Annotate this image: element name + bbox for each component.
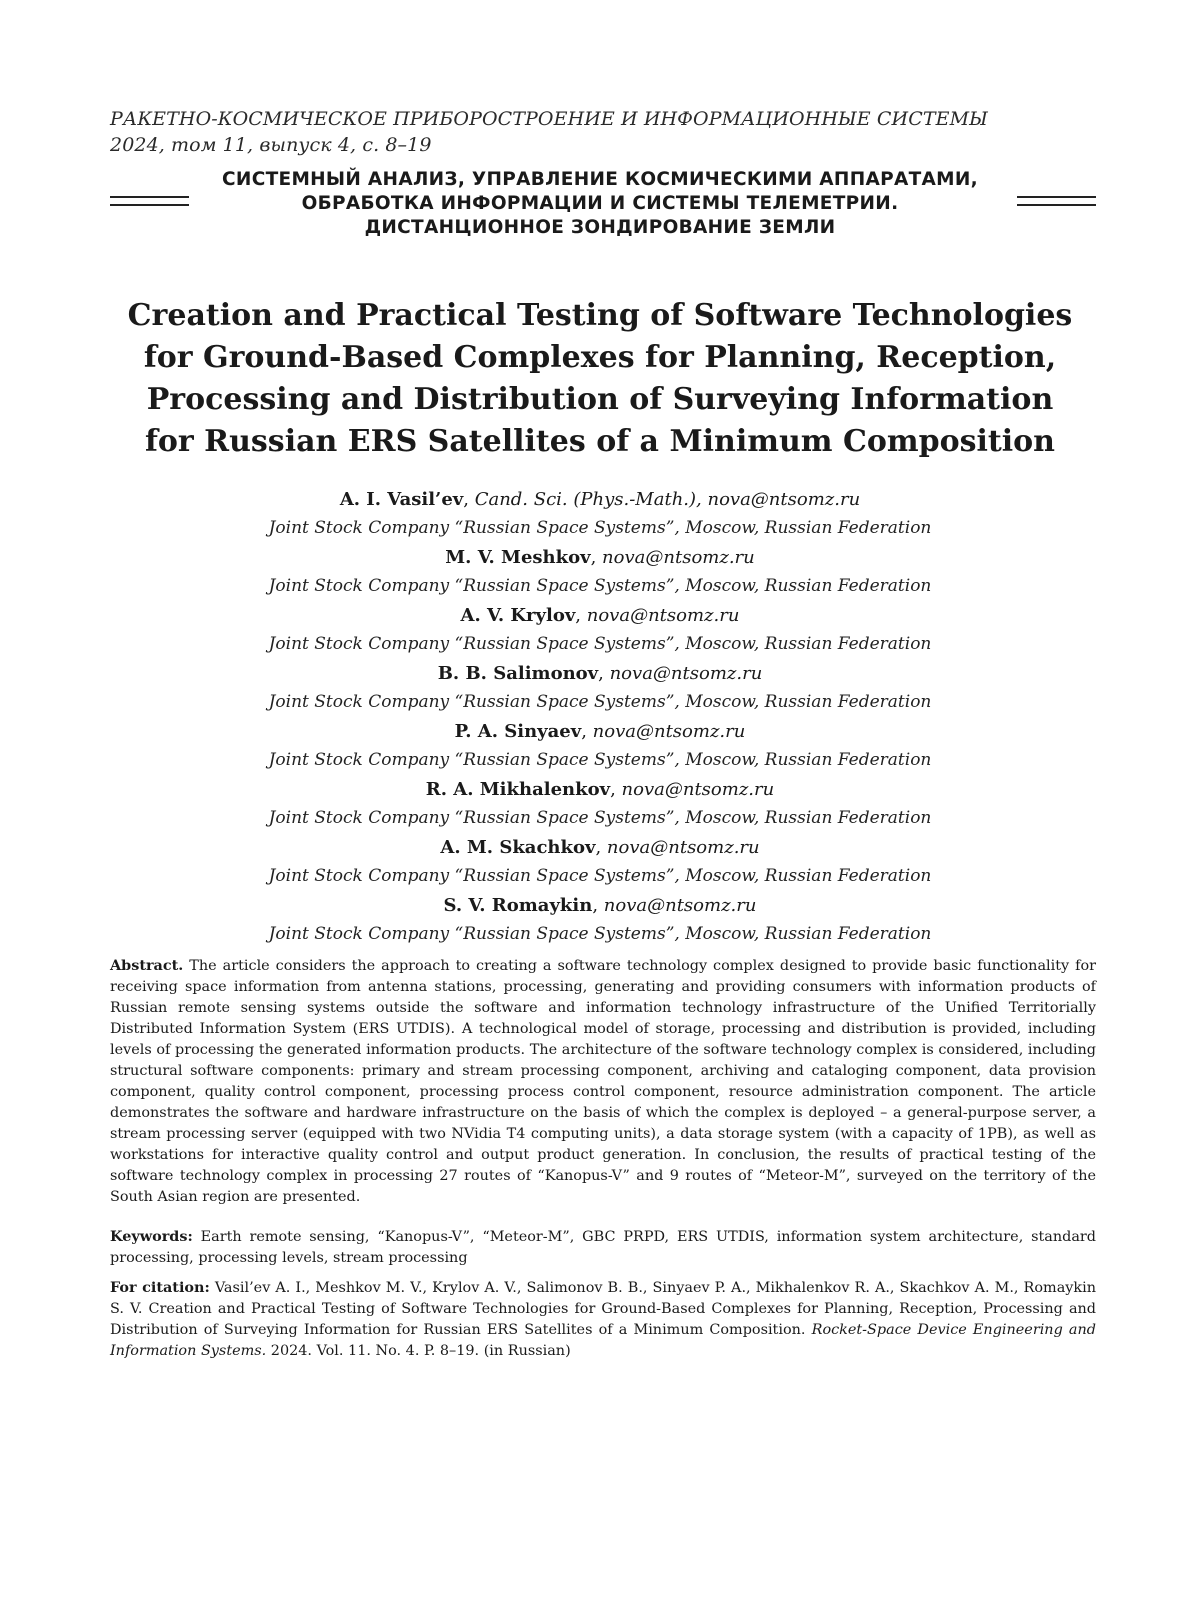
author-affiliation: Joint Stock Company “Russian Space Systems”, Moscow, Russian Federation: [268, 750, 932, 770]
author-separator: ,: [592, 895, 604, 916]
author-separator: ,: [575, 605, 587, 626]
author-name: A. I. Vasil’ev: [339, 489, 464, 510]
citation-tail: 2024. Vol. 11. No. 4. P. 8–19. (in Russian): [270, 1343, 571, 1359]
author-separator: ,: [595, 837, 607, 858]
section-title-line: ДИСТАНЦИОННОЕ ЗОНДИРОВАНИЕ ЗЕМЛИ: [364, 217, 836, 238]
author-separator: ,: [590, 547, 603, 568]
article-title-line: Processing and Distribution of Surveying Information: [146, 382, 1054, 417]
author-name: B. B. Salimonov: [437, 663, 599, 684]
citation-journal: Rocket-Space Device Engineering and Information Systems.: [110, 1322, 1096, 1359]
keywords-label: Keywords:: [110, 1228, 193, 1245]
author-name: M. V. Meshkov: [445, 547, 591, 568]
keywords-text: Earth remote sensing, “Kanopus-V”, “Meteor-M”, GBC PRPD, ERS UTDIS, information system architecture, standard processing, processing levels, stream processing: [110, 1229, 1097, 1266]
author-entry: [100, 833, 1100, 891]
author-email[interactable]: nova@ntsomz.ru: [603, 895, 757, 916]
author-separator: ,: [581, 721, 593, 742]
author-email[interactable]: nova@ntsomz.ru: [609, 663, 763, 684]
author-entry: [100, 659, 1100, 717]
author-name: A. V. Krylov: [460, 605, 576, 626]
abstract-paragraph: [110, 955, 1096, 1208]
article-title-line: for Russian ERS Satellites of a Minimum Composition: [145, 424, 1055, 459]
author-entry: [100, 601, 1100, 659]
author-email[interactable]: nova@ntsomz.ru: [592, 721, 746, 742]
author-affiliation: Joint Stock Company “Russian Space Systems”, Moscow, Russian Federation: [268, 808, 932, 828]
author-affiliation: Joint Stock Company “Russian Space Systems”, Moscow, Russian Federation: [268, 692, 932, 712]
keywords-paragraph: [110, 1226, 1096, 1269]
author-email[interactable]: Cand. Sci. (Phys.-Math.), nova@ntsomz.ru: [474, 489, 861, 510]
author-affiliation: Joint Stock Company “Russian Space Systems”, Moscow, Russian Federation: [268, 518, 932, 538]
author-email[interactable]: nova@ntsomz.ru: [621, 779, 775, 800]
abstract-label: Abstract.: [110, 957, 184, 974]
author-name: A. M. Skachkov: [440, 837, 596, 858]
journal-issue: 2024, том 11, выпуск 4, с. 8–19: [110, 134, 432, 156]
section-rule-right: [1017, 196, 1096, 206]
author-entry: [100, 485, 1100, 543]
author-separator: ,: [598, 663, 610, 684]
author-separator: ,: [610, 779, 622, 800]
author-name: R. A. Mikhalenkov: [425, 779, 611, 800]
citation-paragraph: [110, 1277, 1096, 1362]
author-affiliation: Joint Stock Company “Russian Space Systems”, Moscow, Russian Federation: [268, 866, 932, 886]
section-rule-left: [110, 196, 189, 206]
section-title: [190, 168, 1010, 240]
author-entry: [100, 891, 1100, 949]
section-title-line: ОБРАБОТКА ИНФОРМАЦИИ И СИСТЕМЫ ТЕЛЕМЕТРИИ.: [301, 193, 899, 214]
citation-text: Vasil’ev A. I., Meshkov M. V., Krylov A. V., Salimonov B. B., Sinyaev P. A., Mikhalenkov R. A., Skachkov A. M., Romaykin S. V. Creation and Practical Testing of Software Technologies for Ground-Based Complexes for Planning, Reception, Processing and Distribution of Surveying Information for Russian ERS Satellites of a Minimum Composition.: [110, 1280, 1097, 1338]
author-email[interactable]: nova@ntsomz.ru: [586, 605, 740, 626]
abstract-text: The article considers the approach to creating a software technology complex designed to provide basic functionality for receiving space information from antenna stations, processing, generating and providing consumers with information products of Russian remote sensing systems outside the software and information technology infrastructure of the Unified Territorially Distributed Information System (ERS UTDIS). A technological model of storage, processing and distribution is provided, including levels of processing the generated information products. The architecture of the software technology complex is considered, including structural software components: primary and stream processing component, archiving and cataloging component, data provision component, quality control component, processing process control component, resource administration component. The article demonstrates the software and hardware infrastructure on the basis of which the complex is deployed – a general-purpose server, a stream processing server (equipped with two NVidia T4 computing units), a data storage system (with a capacity of 1PB), as well as workstations for interactive quality control and output product generation. In conclusion, the results of practical testing of the software technology complex in processing 27 routes of “Kanopus-V” and 9 routes of “Meteor-M”, surveyed on the territory of the South Asian region are presented.: [110, 958, 1096, 1205]
author-affiliation: Joint Stock Company “Russian Space Systems”, Moscow, Russian Federation: [268, 924, 932, 944]
author-entry: [100, 543, 1100, 601]
journal-header: [110, 106, 988, 158]
author-affiliation: Joint Stock Company “Russian Space Systems”, Moscow, Russian Federation: [268, 576, 932, 596]
author-separator: ,: [463, 489, 475, 510]
section-title-line: СИСТЕМНЫЙ АНАЛИЗ, УПРАВЛЕНИЕ КОСМИЧЕСКИМИ АППАРАТАМИ,: [222, 169, 978, 190]
author-name: P. A. Sinyaev: [454, 721, 582, 742]
author-entry: [100, 775, 1100, 833]
author-affiliation: Joint Stock Company “Russian Space Systems”, Moscow, Russian Federation: [268, 634, 932, 654]
author-email[interactable]: nova@ntsomz.ru: [606, 837, 760, 858]
author-email[interactable]: nova@ntsomz.ru: [602, 547, 755, 568]
citation-label: For citation:: [110, 1279, 210, 1296]
journal-name: РАКЕТНО-КОСМИЧЕСКОЕ ПРИБОРОСТРОЕНИЕ И ИНФОРМАЦИОННЫЕ СИСТЕМЫ: [110, 108, 988, 130]
article-title-line: for Ground-Based Complexes for Planning, Reception,: [143, 340, 1057, 375]
article-title: [100, 295, 1100, 463]
section-heading: [0, 168, 1200, 248]
author-list: [100, 485, 1100, 949]
article-title-line: Creation and Practical Testing of Software Technologies: [127, 298, 1073, 333]
author-name: S. V. Romaykin: [443, 895, 593, 916]
author-entry: [100, 717, 1100, 775]
